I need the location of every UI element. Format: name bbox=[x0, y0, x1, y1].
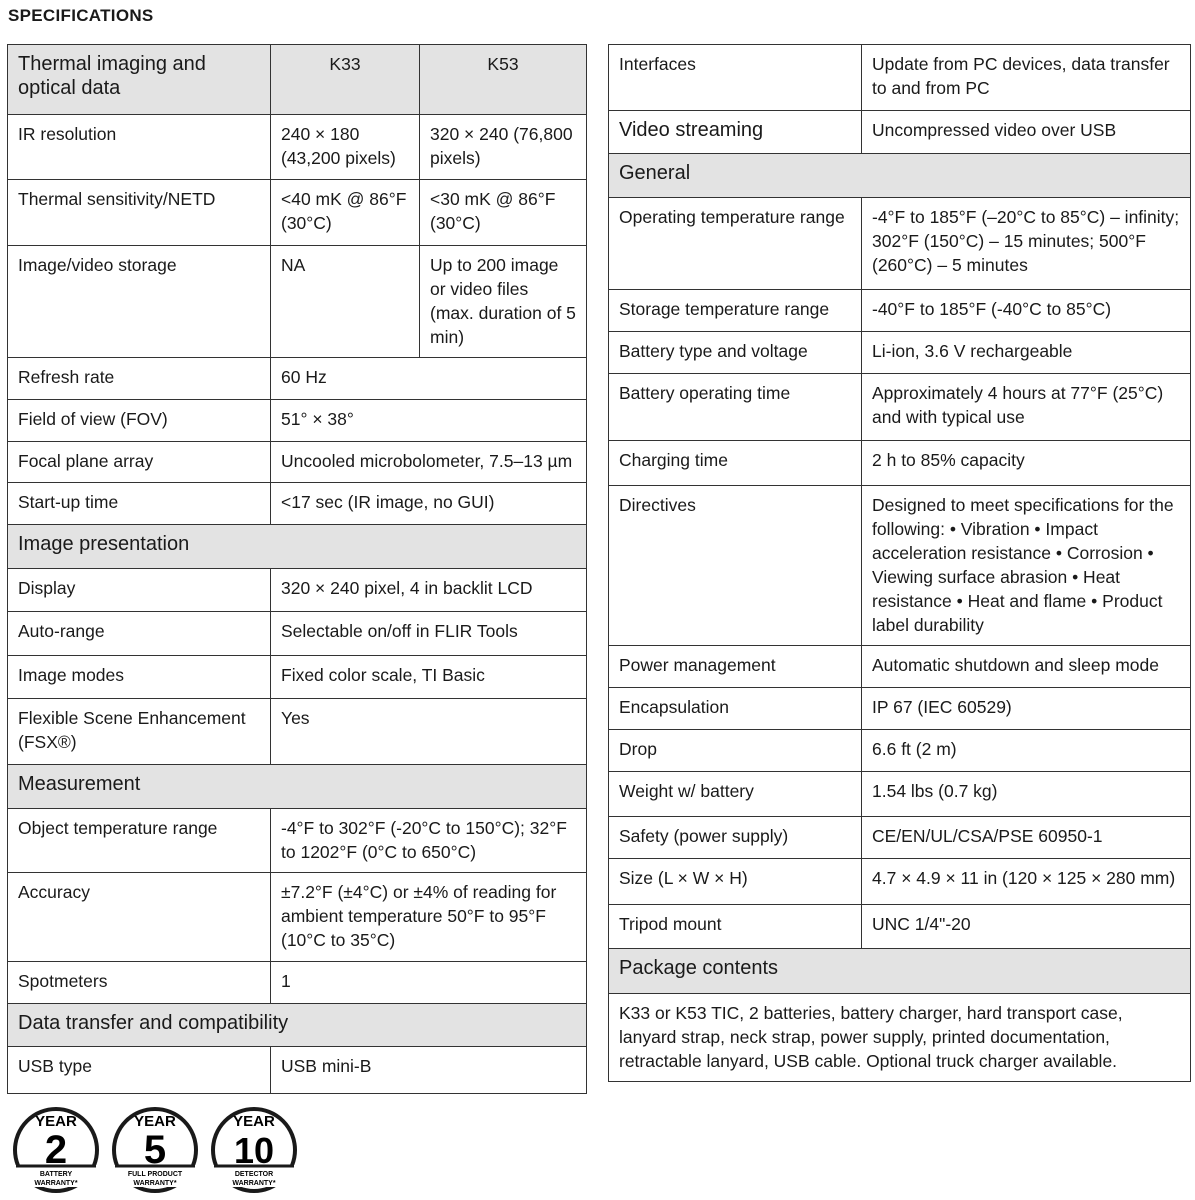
table-row bbox=[609, 486, 1191, 646]
badge-year-text: YEAR bbox=[233, 1113, 275, 1130]
row-label: Flexible Scene Enhancement (FSX®) bbox=[8, 699, 271, 765]
table-row bbox=[8, 809, 587, 873]
row-value: UNC 1/4"-20 bbox=[862, 905, 1191, 949]
row-label: Safety (power supply) bbox=[609, 817, 862, 859]
row-value: USB mini-B bbox=[271, 1047, 587, 1094]
section-title-package-contents: Package contents bbox=[609, 949, 1191, 994]
badge-line1: BATTERY bbox=[39, 1171, 73, 1178]
section-title-data-transfer: Data transfer and compatibility bbox=[8, 1004, 587, 1047]
row-label: Video streaming bbox=[609, 111, 862, 154]
row-value: Li-ion, 3.6 V rechargeable bbox=[862, 332, 1191, 374]
row-label: Encapsulation bbox=[609, 688, 862, 730]
warranty-badge-icon bbox=[10, 1104, 102, 1194]
detector-warranty-badge bbox=[208, 1104, 300, 1194]
header-label: Thermal imaging and optical data bbox=[8, 45, 271, 115]
section-title-image-presentation: Image presentation bbox=[8, 525, 587, 569]
page-title: SPECIFICATIONS bbox=[8, 6, 154, 25]
table-row bbox=[609, 859, 1191, 905]
section-header bbox=[8, 765, 587, 809]
table-row bbox=[8, 656, 587, 699]
row-label: IR resolution bbox=[8, 115, 271, 180]
table-row bbox=[609, 290, 1191, 332]
badge-line2: WARRANTY* bbox=[34, 1180, 78, 1187]
table-row bbox=[8, 699, 587, 765]
row-value: IP 67 (IEC 60529) bbox=[862, 688, 1191, 730]
left-spec-table bbox=[7, 44, 587, 1094]
table-row bbox=[8, 358, 587, 400]
row-label: Battery type and voltage bbox=[609, 332, 862, 374]
row-label: Accuracy bbox=[8, 873, 271, 962]
row-label: Display bbox=[8, 569, 271, 612]
row-label: Interfaces bbox=[609, 45, 862, 111]
row-label: Tripod mount bbox=[609, 905, 862, 949]
table-row bbox=[609, 994, 1191, 1082]
table-row bbox=[609, 646, 1191, 688]
full-product-warranty-badge bbox=[109, 1104, 201, 1194]
table-row bbox=[8, 612, 587, 656]
row-value: ±7.2°F (±4°C) or ±4% of reading for ambient temperature 50°F to 95°F (10°C to 35°C) bbox=[271, 873, 587, 962]
table-row bbox=[8, 442, 587, 483]
row-value: Yes bbox=[271, 699, 587, 765]
table-row bbox=[609, 374, 1191, 441]
row-value: Update from PC devices, data transfer to and from PC bbox=[862, 45, 1191, 111]
section-header bbox=[609, 154, 1191, 198]
table-row bbox=[609, 45, 1191, 111]
table-row bbox=[8, 569, 587, 612]
row-value: Fixed color scale, TI Basic bbox=[271, 656, 587, 699]
row-label: Storage temperature range bbox=[609, 290, 862, 332]
row-label: Thermal sensitivity/NETD bbox=[8, 180, 271, 246]
badge-line1: DETECTOR bbox=[234, 1171, 274, 1178]
badge-line2: WARRANTY* bbox=[232, 1180, 276, 1187]
table-row bbox=[8, 115, 587, 180]
row-value-k53: 320 × 240 (76,800 pixels) bbox=[420, 115, 587, 180]
row-label: Drop bbox=[609, 730, 862, 772]
badge-line2: WARRANTY* bbox=[133, 1180, 177, 1187]
row-label: Charging time bbox=[609, 441, 862, 486]
table-row bbox=[609, 772, 1191, 817]
row-label: Power management bbox=[609, 646, 862, 688]
table-row bbox=[609, 817, 1191, 859]
row-value: 1 bbox=[271, 962, 587, 1004]
table-row bbox=[8, 962, 587, 1004]
warranty-badges bbox=[8, 1104, 308, 1194]
badge-number: 10 bbox=[233, 1130, 275, 1171]
row-value: <17 sec (IR image, no GUI) bbox=[271, 483, 587, 525]
row-value: Selectable on/off in FLIR Tools bbox=[271, 612, 587, 656]
section-title-general: General bbox=[609, 154, 1191, 198]
table-row bbox=[609, 441, 1191, 486]
row-value-k33: NA bbox=[271, 246, 420, 358]
row-label: Auto-range bbox=[8, 612, 271, 656]
row-label: Image modes bbox=[8, 656, 271, 699]
badge-line1: FULL PRODUCT bbox=[127, 1171, 183, 1178]
row-value: 6.6 ft (2 m) bbox=[862, 730, 1191, 772]
warranty-badge-icon bbox=[208, 1104, 300, 1194]
row-label: Operating temperature range bbox=[609, 198, 862, 290]
row-label: Directives bbox=[609, 486, 862, 646]
row-value: 60 Hz bbox=[271, 358, 587, 400]
row-value: Automatic shutdown and sleep mode bbox=[862, 646, 1191, 688]
warranty-badge-icon bbox=[109, 1104, 201, 1194]
row-value: 2 h to 85% capacity bbox=[862, 441, 1191, 486]
row-value: 51° × 38° bbox=[271, 400, 587, 442]
row-value: -4°F to 302°F (-20°C to 150°C); 32°F to 1202°F (0°C to 650°C) bbox=[271, 809, 587, 873]
row-label: Field of view (FOV) bbox=[8, 400, 271, 442]
section-header bbox=[8, 525, 587, 569]
table-row bbox=[609, 332, 1191, 374]
table-row bbox=[8, 400, 587, 442]
table-row bbox=[609, 111, 1191, 154]
section-header bbox=[609, 949, 1191, 994]
package-contents-text: K33 or K53 TIC, 2 batteries, battery charger, hard transport case, lanyard strap, neck strap, power supply, printed documentation, retractable lanyard, USB cable. Optional truck charger available. bbox=[609, 994, 1191, 1082]
row-value-k33: 240 × 180 (43,200 pixels) bbox=[271, 115, 420, 180]
battery-warranty-badge bbox=[10, 1104, 102, 1194]
table-row bbox=[609, 905, 1191, 949]
row-value: 4.7 × 4.9 × 11 in (120 × 125 × 280 mm) bbox=[862, 859, 1191, 905]
table-row bbox=[609, 730, 1191, 772]
row-value: CE/EN/UL/CSA/PSE 60950-1 bbox=[862, 817, 1191, 859]
row-value: Uncompressed video over USB bbox=[862, 111, 1191, 154]
table-row bbox=[609, 688, 1191, 730]
table-row bbox=[8, 246, 587, 358]
row-label: Weight w/ battery bbox=[609, 772, 862, 817]
table-row bbox=[8, 180, 587, 246]
row-label: Spotmeters bbox=[8, 962, 271, 1004]
badge-year-text: YEAR bbox=[35, 1113, 77, 1130]
row-value: 1.54 lbs (0.7 kg) bbox=[862, 772, 1191, 817]
table-header-row bbox=[8, 45, 587, 115]
row-value-k33: <40 mK @ 86°F (30°C) bbox=[271, 180, 420, 246]
row-value: Approximately 4 hours at 77°F (25°C) and with typical use bbox=[862, 374, 1191, 441]
badge-number: 5 bbox=[143, 1128, 167, 1172]
header-k53: K53 bbox=[420, 45, 587, 115]
row-label: Object temperature range bbox=[8, 809, 271, 873]
row-value: Designed to meet specifications for the following: • Vibration • Impact acceleration resistance • Corrosion • Viewing surface abrasion • Heat resistance • Heat and flame • Product label durability bbox=[862, 486, 1191, 646]
row-value: -40°F to 185°F (-40°C to 85°C) bbox=[862, 290, 1191, 332]
badge-year-text: YEAR bbox=[134, 1113, 176, 1130]
badge-number: 2 bbox=[44, 1128, 68, 1172]
row-label: Focal plane array bbox=[8, 442, 271, 483]
header-k33: K33 bbox=[271, 45, 420, 115]
row-value-k53: Up to 200 image or video files (max. duration of 5 min) bbox=[420, 246, 587, 358]
row-label: USB type bbox=[8, 1047, 271, 1094]
row-value: -4°F to 185°F (–20°C to 85°C) – infinity; 302°F (150°C) – 15 minutes; 500°F (260°C) – 5 minutes bbox=[862, 198, 1191, 290]
row-value: 320 × 240 pixel, 4 in backlit LCD bbox=[271, 569, 587, 612]
table-row bbox=[8, 873, 587, 962]
row-label: Refresh rate bbox=[8, 358, 271, 400]
right-spec-table bbox=[608, 44, 1191, 1082]
table-row bbox=[609, 198, 1191, 290]
table-row bbox=[8, 483, 587, 525]
table-row bbox=[8, 1047, 587, 1094]
row-label: Image/video storage bbox=[8, 246, 271, 358]
section-title-measurement: Measurement bbox=[8, 765, 587, 809]
section-header bbox=[8, 1004, 587, 1047]
row-label: Start-up time bbox=[8, 483, 271, 525]
row-value: Uncooled microbolometer, 7.5–13 µm bbox=[271, 442, 587, 483]
row-value-k53: <30 mK @ 86°F (30°C) bbox=[420, 180, 587, 246]
row-label: Size (L × W × H) bbox=[609, 859, 862, 905]
row-label: Battery operating time bbox=[609, 374, 862, 441]
